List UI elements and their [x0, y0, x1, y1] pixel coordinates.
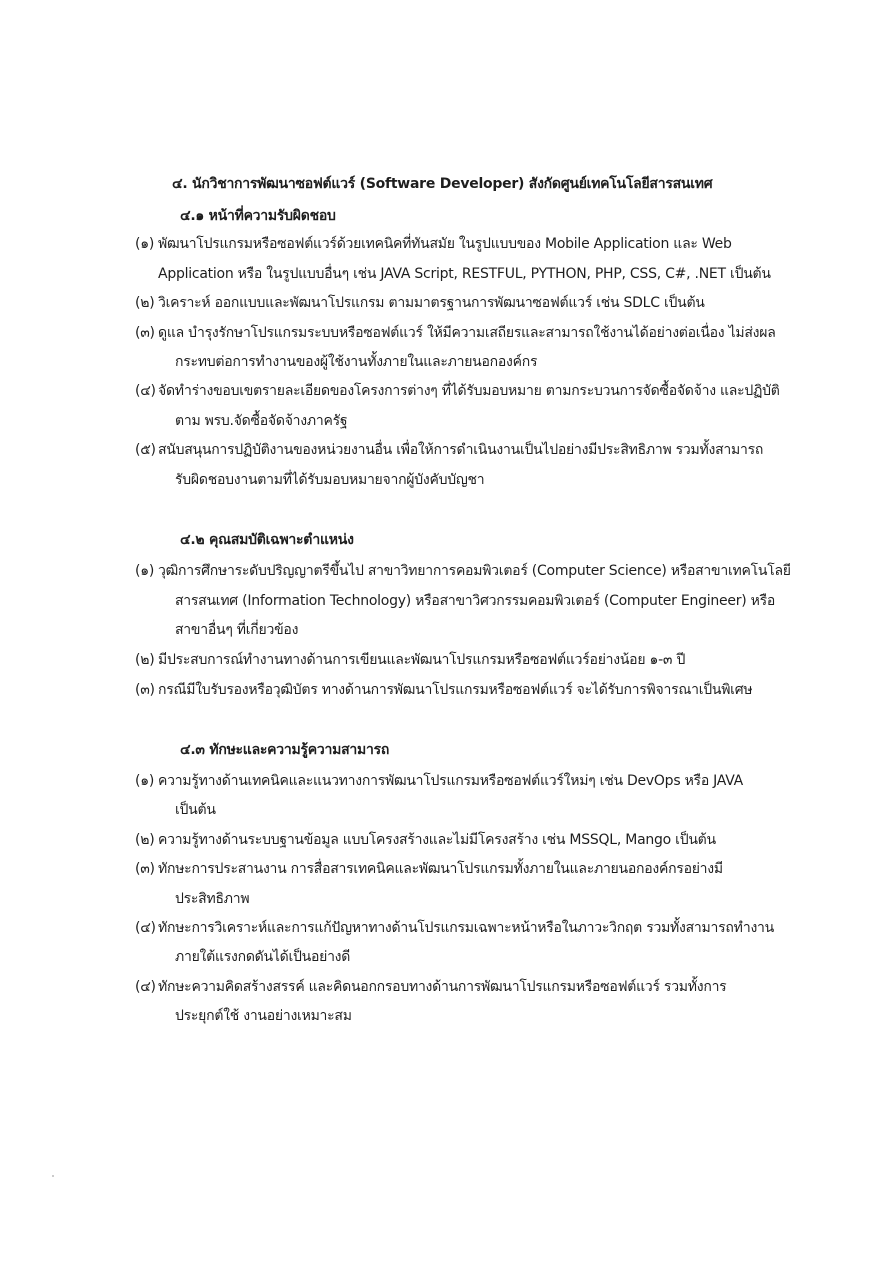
list-item-text-continued: เป็นต้น: [175, 802, 216, 818]
list-item-text-continued: สารสนเทศ (Information Technology) หรือสาขาวิศวกรรมคอมพิวเตอร์ (Computer Engineer) หรือ: [175, 593, 776, 609]
section-title: ๔. นักวิชาการพัฒนาซอฟต์แวร์ (Software Developer) สังกัดศูนย์เทคโนโลยีสารสนเทศ: [172, 176, 713, 192]
list-item-number: (๔): [135, 383, 156, 399]
list-item-number: (๔): [135, 920, 156, 936]
list-item-text: มีประสบการณ์ทำงานทางด้านการเขียนและพัฒนาโปรแกรมหรือซอฟต์แวร์อย่างน้อย ๑-๓ ปี: [158, 652, 686, 668]
list-item-number: (๕): [135, 442, 156, 458]
subsection-heading-qualifications: ๔.๒ คุณสมบัติเฉพาะตำแหน่ง: [180, 532, 354, 548]
list-item-text-continued: กระทบต่อการทำงานของผู้ใช้งานทั้งภายในและภายนอกองค์กร: [175, 354, 538, 370]
list-item-number: (๒): [135, 652, 155, 668]
list-item-text: สนับสนุนการปฏิบัติงานของหน่วยงานอื่น เพื่อให้การดำเนินงานเป็นไปอย่างมีประสิทธิภาพ รวมทั้งสามารถ: [158, 442, 764, 458]
list-item-text: วิเคราะห์ ออกแบบและพัฒนาโปรแกรม ตามมาตรฐานการพัฒนาซอฟต์แวร์ เช่น SDLC เป็นต้น: [158, 295, 705, 311]
subsection-heading-skills: ๔.๓ ทักษะและความรู้ความสามารถ: [180, 742, 390, 758]
list-item-number: (๔): [135, 979, 156, 995]
list-item-text-continued: ประสิทธิภาพ: [175, 891, 250, 907]
list-item-number: (๓): [135, 682, 155, 698]
list-item-number: (๑): [135, 236, 155, 252]
list-item-text-continued: ประยุกต์ใช้ งานอย่างเหมาะสม: [175, 1008, 352, 1024]
scan-speck: [52, 1175, 54, 1177]
list-item-number: (๓): [135, 861, 155, 877]
list-item-number: (๑): [135, 773, 155, 789]
list-item-text: วุฒิการศึกษาระดับปริญญาตรีขึ้นไป สาขาวิทยาการคอมพิวเตอร์ (Computer Science) หรือสาขาเทคโนโลยี: [158, 563, 791, 579]
list-item-text: ทักษะการวิเคราะห์และการแก้ปัญหาทางด้านโปรแกรมเฉพาะหน้าหรือในภาวะวิกฤต รวมทั้งสามารถทำงาน: [158, 920, 774, 936]
list-item-text-continued: สาขาอื่นๆ ที่เกี่ยวข้อง: [175, 622, 299, 638]
list-item-text: พัฒนาโปรแกรมหรือซอฟต์แวร์ด้วยเทคนิคที่ทันสมัย ในรูปแบบของ Mobile Application และ Web: [158, 236, 732, 252]
list-item-text: ดูแล บำรุงรักษาโปรแกรมระบบหรือซอฟต์แวร์ ให้มีความเสถียรและสามารถใช้งานได้อย่างต่อเนื่อง ไม่ส่งผล: [158, 325, 776, 341]
list-item-text-continued: รับผิดชอบงานตามที่ได้รับมอบหมายจากผู้บังคับบัญชา: [175, 472, 485, 488]
list-item-text-continued: Application หรือ ในรูปแบบอื่นๆ เช่น JAVA Script, RESTFUL, PYTHON, PHP, CSS, C#, .NET เป็นต้น: [158, 266, 771, 282]
list-item-text: ความรู้ทางด้านเทคนิคและแนวทางการพัฒนาโปรแกรมหรือซอฟต์แวร์ใหม่ๆ เช่น DevOps หรือ JAVA: [158, 773, 743, 789]
list-item-number: (๑): [135, 563, 155, 579]
list-item-text-continued: ภายใต้แรงกดดันได้เป็นอย่างดี: [175, 949, 351, 965]
subsection-heading-responsibilities: ๔.๑ หน้าที่ความรับผิดชอบ: [180, 208, 336, 224]
list-item-number: (๓): [135, 325, 155, 341]
list-item-text-continued: ตาม พรบ.จัดซื้อจัดจ้างภาครัฐ: [175, 413, 348, 429]
list-item-text: กรณีมีใบรับรองหรือวุฒิบัตร ทางด้านการพัฒนาโปรแกรมหรือซอฟต์แวร์ จะได้รับการพิจารณาเป็นพิเศษ: [158, 682, 753, 698]
list-item-number: (๒): [135, 832, 155, 848]
list-item-text: ความรู้ทางด้านระบบฐานข้อมูล แบบโครงสร้างและไม่มีโครงสร้าง เช่น MSSQL, Mango เป็นต้น: [158, 832, 716, 848]
list-item-text: ทักษะความคิดสร้างสรรค์ และคิดนอกกรอบทางด้านการพัฒนาโปรแกรมหรือซอฟต์แวร์ รวมทั้งการ: [158, 979, 727, 995]
list-item-text: จัดทำร่างขอบเขตรายละเอียดของโครงการต่างๆ ที่ได้รับมอบหมาย ตามกระบวนการจัดซื้อจัดจ้าง และปฏิบัติ: [158, 383, 780, 399]
list-item-number: (๒): [135, 295, 155, 311]
list-item-text: ทักษะการประสานงาน การสื่อสารเทคนิคและพัฒนาโปรแกรมทั้งภายในและภายนอกองค์กรอย่างมี: [158, 861, 723, 877]
